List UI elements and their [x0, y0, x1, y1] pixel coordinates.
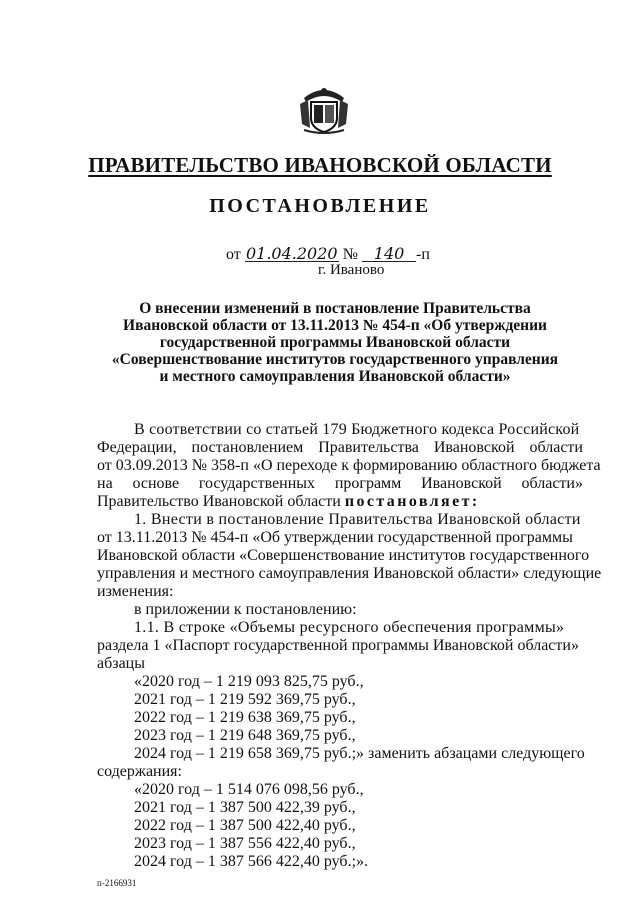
body-line: в приложении к постановлению:: [134, 601, 357, 618]
title-line: «Совершенствование институтов государственного управления: [111, 351, 559, 368]
body-line: [97, 493, 480, 511]
body-line: раздела 1 «Паспорт государственной программы Ивановской области»: [97, 637, 579, 654]
body-line-justified: [97, 475, 583, 493]
body-line: от 13.11.2013 № 454-п «Об утверждении государственной программы: [97, 529, 573, 546]
body-line: изменения:: [97, 583, 174, 600]
date-prefix: от: [226, 246, 241, 263]
word: основе: [132, 475, 180, 492]
word: на: [97, 475, 113, 492]
word: Правительства: [318, 439, 419, 456]
amount-text: 2024 год – 1 219 658 369,75 руб.;»: [134, 745, 365, 762]
body-line: управления и местного самоуправления Ивановской области» следующие: [97, 565, 602, 582]
decree-date-value: 01.04.2020: [245, 244, 338, 263]
ivanovo-coat-of-arms-icon: [298, 84, 350, 134]
amount-line-old: 2022 год – 1 219 638 369,75 руб.,: [134, 709, 356, 726]
document-code: п-2166931: [97, 878, 137, 888]
amount-line-new: «2020 год – 1 514 076 098,56 руб.,: [134, 781, 364, 798]
word: Ивановской: [433, 439, 515, 456]
body-line: от 03.09.2013 № 358-п «О переходе к формированию областного бюджета: [97, 457, 601, 474]
word: программ: [334, 475, 402, 492]
title-line: Ивановской области от 13.11.2013 № 454-п «Об утверждении: [123, 317, 547, 334]
amount-line-old: 2021 год – 1 219 592 369,75 руб.,: [134, 691, 356, 708]
decree-type-heading: ПОСТАНОВЛЕНИЕ: [209, 195, 431, 217]
city-name: г. Иваново: [318, 262, 385, 278]
amount-line-old: «2020 год – 1 219 093 825,75 руб.,: [134, 673, 364, 690]
word: области: [529, 439, 583, 456]
amount-line-old: [134, 745, 585, 763]
title-line: и местного самоуправления Ивановской области»: [159, 368, 511, 385]
amount-line-new: 2024 год – 1 387 566 422,40 руб.;».: [134, 853, 369, 870]
body-line: 1.1. В строке «Объемы ресурсного обеспечения программы»: [134, 619, 565, 636]
word: государственных: [198, 475, 316, 492]
body-line: Ивановской области «Совершенствование институтов государственного: [97, 547, 590, 564]
body-text: заменить абзацами следующего: [368, 745, 585, 762]
number-suffix: -п: [416, 246, 430, 263]
body-line: В соответствии со статьей 179 Бюджетного кодекса Российской: [134, 421, 580, 438]
body-line: содержания:: [97, 763, 182, 780]
body-text: Правительство Ивановской области: [97, 493, 341, 510]
word: Федерации,: [97, 439, 177, 456]
word: постановлением: [191, 439, 304, 456]
government-name-heading: ПРАВИТЕЛЬСТВО ИВАНОВСКОЙ ОБЛАСТИ: [88, 153, 552, 177]
decree-title: [100, 300, 570, 385]
word: области»: [521, 475, 583, 492]
body-line: 1. Внести в постановление Правительства Ивановской области: [134, 511, 581, 528]
amount-line-old: 2023 год – 1 219 648 369,75 руб.,: [134, 727, 356, 744]
decree-number-value: 140: [362, 246, 416, 262]
title-line: О внесении изменений в постановление Правительства: [139, 300, 531, 317]
body-line-justified: [97, 439, 583, 457]
body-line: абзацы: [97, 655, 145, 672]
word: Ивановской: [421, 475, 502, 492]
title-line: государственной программы Ивановской области: [159, 334, 511, 351]
number-label: №: [342, 246, 359, 263]
amount-line-new: 2022 год – 1 387 500 422,40 руб.,: [134, 817, 356, 834]
amount-line-new: 2023 год – 1 387 556 422,40 руб.,: [134, 835, 356, 852]
resolves-keyword: постановляет:: [344, 493, 480, 510]
amount-line-new: 2021 год – 1 387 500 422,39 руб.,: [134, 799, 356, 816]
